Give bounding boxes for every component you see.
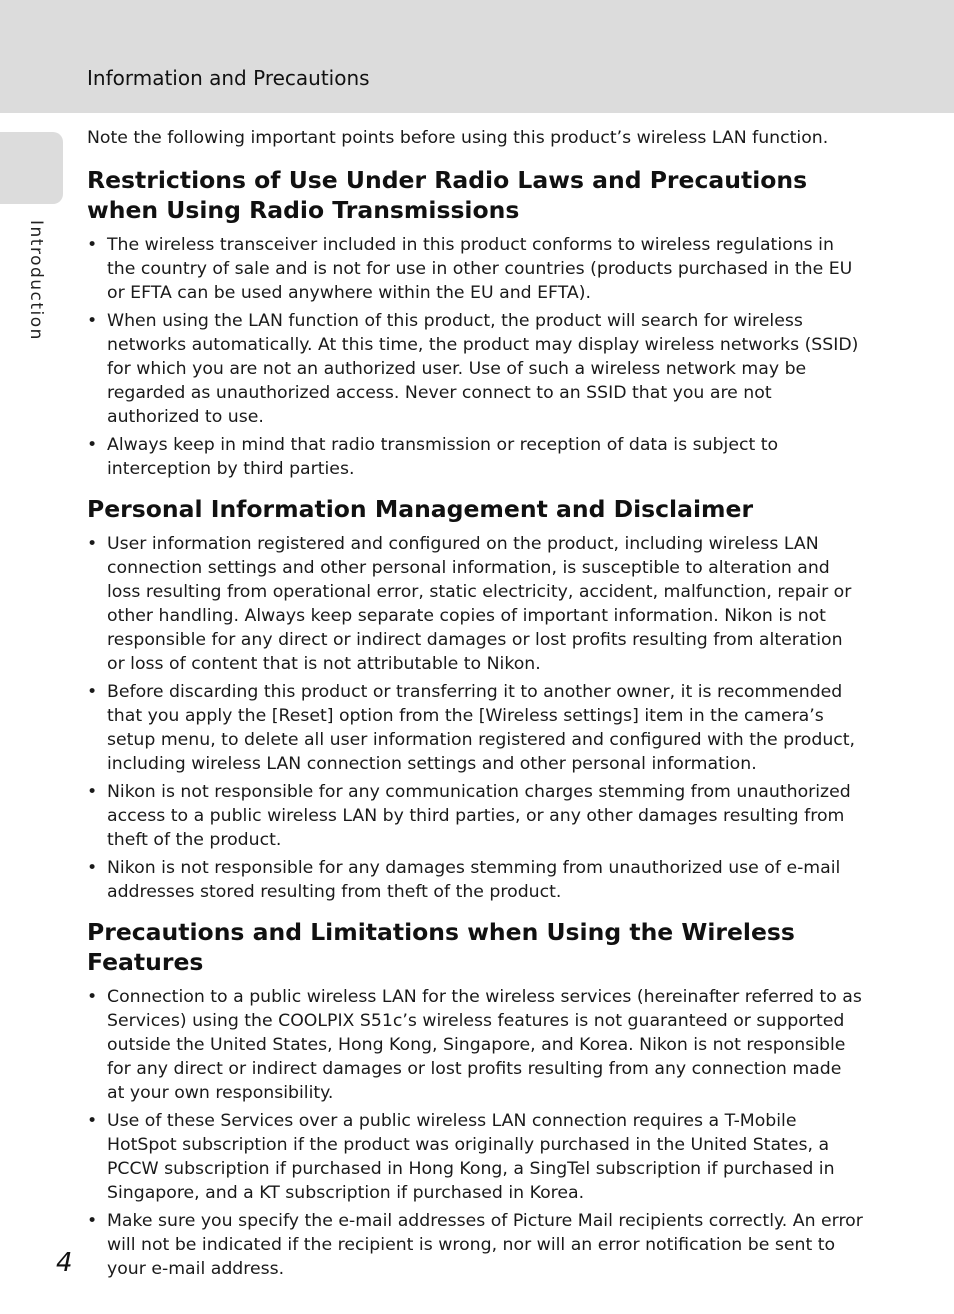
- section-list-wireless-features: [87, 985, 863, 1281]
- section-heading-wireless-features: Precautions and Limitations when Using the Wireless Features: [87, 918, 795, 976]
- section-side-tab: [0, 132, 63, 204]
- page-header-title: Information and Precautions: [87, 66, 370, 90]
- list-item: • Make sure you specify the e-mail addresses of Picture Mail recipients correctly. An error will not be indicated if the recipient is wrong, nor will an error notification be sent to your e-mail address.: [87, 1209, 863, 1281]
- page-number: 4: [56, 1248, 73, 1278]
- section-list-radio-laws: [87, 233, 863, 481]
- section-heading-radio-laws: Restrictions of Use Under Radio Laws and Precautions when Using Radio Transmissions: [87, 166, 808, 224]
- list-item: • The wireless transceiver included in this product conforms to wireless regulations in the country of sale and is not for use in other countries (products purchased in the EU or EFTA can be used anywhere within the EU and EFTA).: [87, 233, 863, 305]
- list-item: • Nikon is not responsible for any communication charges stemming from unauthorized access to a public wireless LAN by third parties, or any other damages resulting from theft of the product.: [87, 780, 863, 852]
- list-item: • When using the LAN function of this product, the product will search for wireless networks automatically. At this time, the product may display wireless networks (SSID) for which you are not an authorized user. Use of such a wireless network may be regarded as unauthorized access. Never connect to an SSID that you are not authorized to use.: [87, 309, 863, 429]
- section-heading-personal-info: Personal Information Management and Disclaimer: [87, 495, 754, 523]
- side-tab-label: Introduction: [26, 220, 46, 341]
- list-item: • Connection to a public wireless LAN for the wireless services (hereinafter referred to as Services) using the COOLPIX S51c’s wireless features is not guaranteed or supported outside the United States, Hong Kong, Singapore, and Korea. Nikon is not responsible for any direct or indirect damages or lost profits resulting from any connection made at your own responsibility.: [87, 985, 863, 1105]
- list-item: • User information registered and configured on the product, including wireless LAN connection settings and other personal information, is susceptible to alteration and loss resulting from operational error, static electricity, accident, malfunction, repair or other handling. Always keep separate copies of important information. Nikon is not responsible for any direct or indirect damages or lost profits resulting from alteration or loss of content that is not attributable to Nikon.: [87, 532, 863, 676]
- main-content: [87, 126, 863, 1285]
- list-item: • Nikon is not responsible for any damages stemming from unauthorized use of e-mail addresses stored resulting from theft of the product.: [87, 856, 863, 904]
- header-band: [0, 0, 954, 113]
- section-list-personal-info: [87, 532, 863, 904]
- intro-paragraph: Note the following important points before using this product’s wireless LAN function.: [87, 128, 829, 148]
- list-item: • Always keep in mind that radio transmission or reception of data is subject to interception by third parties.: [87, 433, 863, 481]
- list-item: • Before discarding this product or transferring it to another owner, it is recommended that you apply the [Reset] option from the [Wireless settings] item in the camera’s setup menu, to delete all user information registered and configured with the product, including wireless LAN connection settings and other personal information.: [87, 680, 863, 776]
- list-item: • Use of these Services over a public wireless LAN connection requires a T-Mobile HotSpot subscription if the product was originally purchased in the United States, a PCCW subscription if purchased in Hong Kong, a SingTel subscription if purchased in Singapore, and a KT subscription if purchased in Korea.: [87, 1109, 863, 1205]
